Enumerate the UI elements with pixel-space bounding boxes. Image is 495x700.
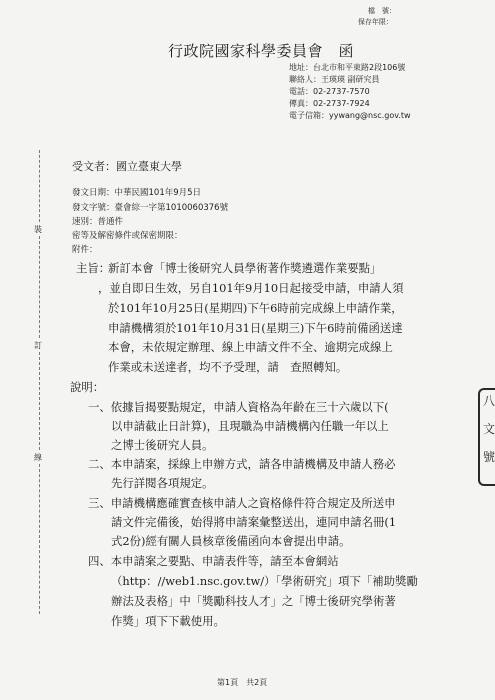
subject-line: 申請機構須於101年10月31日(星期三)下午6時前備函送達 bbox=[108, 321, 403, 335]
explanation-line: 作獎」項下下載使用。 bbox=[111, 614, 225, 628]
subject-line: 作業或未送達者，均不予受理，請 查照轉知。 bbox=[108, 360, 348, 374]
subject-line: ，並自即日生效，另自101年9月10日起接受申請，申請人須 bbox=[98, 281, 404, 295]
margin-label-zhuang: 裝 bbox=[34, 225, 42, 234]
fax: 傳真：02-2737-7924 bbox=[289, 99, 370, 108]
explanation-line: 以申請截止日計算)，且現職為申請機構內任職一年以上 bbox=[111, 419, 389, 433]
binding-dashed-line bbox=[39, 352, 41, 450]
subject-line: 新訂本會「博士後研究人員學術著作獎遴選作業要點」 bbox=[108, 261, 382, 275]
letter-title: 行政院國家科學委員會 函 bbox=[168, 42, 355, 60]
subject-line: 於101年10月25日(星期四)下午6時前完成線上申請作業， bbox=[108, 301, 403, 315]
explanation-label: 說明： bbox=[70, 380, 105, 394]
subject-label: 主旨： bbox=[76, 261, 111, 275]
explanation-line: 請文件完備後，始得將申請案彙整送出，連同申請名冊(1 bbox=[111, 515, 397, 529]
explanation-line: 一、依據旨揭要點規定，申請人資格為年齡在三十六歲以下( bbox=[88, 400, 389, 414]
explanation-line: 三、申請機構應確實查核申請人之資格條件符合規定及所送申 bbox=[88, 496, 396, 510]
contact-block bbox=[289, 62, 411, 122]
document-number: 發文字號：臺會綜一字第1010060376號 bbox=[72, 203, 229, 213]
issue-date: 發文日期：中華民國101年9月5日 bbox=[72, 188, 202, 198]
explanation-line: 四、本申請案之要點、申請表件等，請至本會網站 bbox=[88, 554, 339, 568]
attachment: 附件： bbox=[72, 245, 98, 255]
subject-line: 本會，未依規定辦理、線上申請文件不全、逾期完成線上 bbox=[108, 340, 393, 354]
explanation-line: 二、本申請案，採線上申辦方式，請各申請機構及申請人務必 bbox=[88, 457, 396, 471]
recipient bbox=[72, 158, 182, 174]
stamp-char: 文 bbox=[483, 422, 495, 436]
page-number: 第1頁 共2頁 bbox=[217, 678, 268, 687]
contact-person: 聯絡人：王瑛瑛 副研究員 bbox=[289, 75, 380, 84]
address: 地址：台北市和平東路2段106號 bbox=[289, 63, 406, 72]
explanation-line: （http：//web1.nsc.gov.tw/）「學術研究」項下「補助獎勵 bbox=[111, 574, 418, 588]
receipt-stamp bbox=[478, 388, 495, 486]
binding-dashed-line bbox=[39, 464, 41, 614]
binding-dashed-line bbox=[39, 236, 41, 338]
speed: 速別：普通件 bbox=[72, 217, 124, 227]
explanation-line: 式2份)經有關人員核章後備函向本會提出申請。 bbox=[111, 534, 351, 548]
binding-dashed-line bbox=[39, 150, 41, 222]
secrecy: 密等及解密條件或保密期限： bbox=[72, 231, 183, 241]
explanation-line: 之博士後研究人員。 bbox=[111, 438, 214, 452]
retention-period-label: 保存年限： bbox=[358, 18, 393, 26]
recipient-name: 國立臺東大學 bbox=[116, 160, 182, 173]
margin-label-xian: 線 bbox=[34, 453, 42, 462]
recipient-label: 受文者： bbox=[72, 160, 116, 173]
stamp-char: 號 bbox=[483, 450, 495, 464]
phone: 電話：02-2737-7570 bbox=[289, 87, 370, 96]
stamp-char: 八 bbox=[483, 394, 495, 408]
file-number-label: 檔 號： bbox=[368, 7, 396, 15]
explanation-line: 先行詳閱各項規定。 bbox=[111, 476, 214, 490]
email: 電子信箱：yywang@nsc.gov.tw bbox=[289, 111, 411, 120]
margin-label-ding: 訂 bbox=[34, 341, 42, 350]
explanation-line: 辦法及表格」中「獎勵科技人才」之「博士後研究學術著 bbox=[111, 594, 396, 608]
